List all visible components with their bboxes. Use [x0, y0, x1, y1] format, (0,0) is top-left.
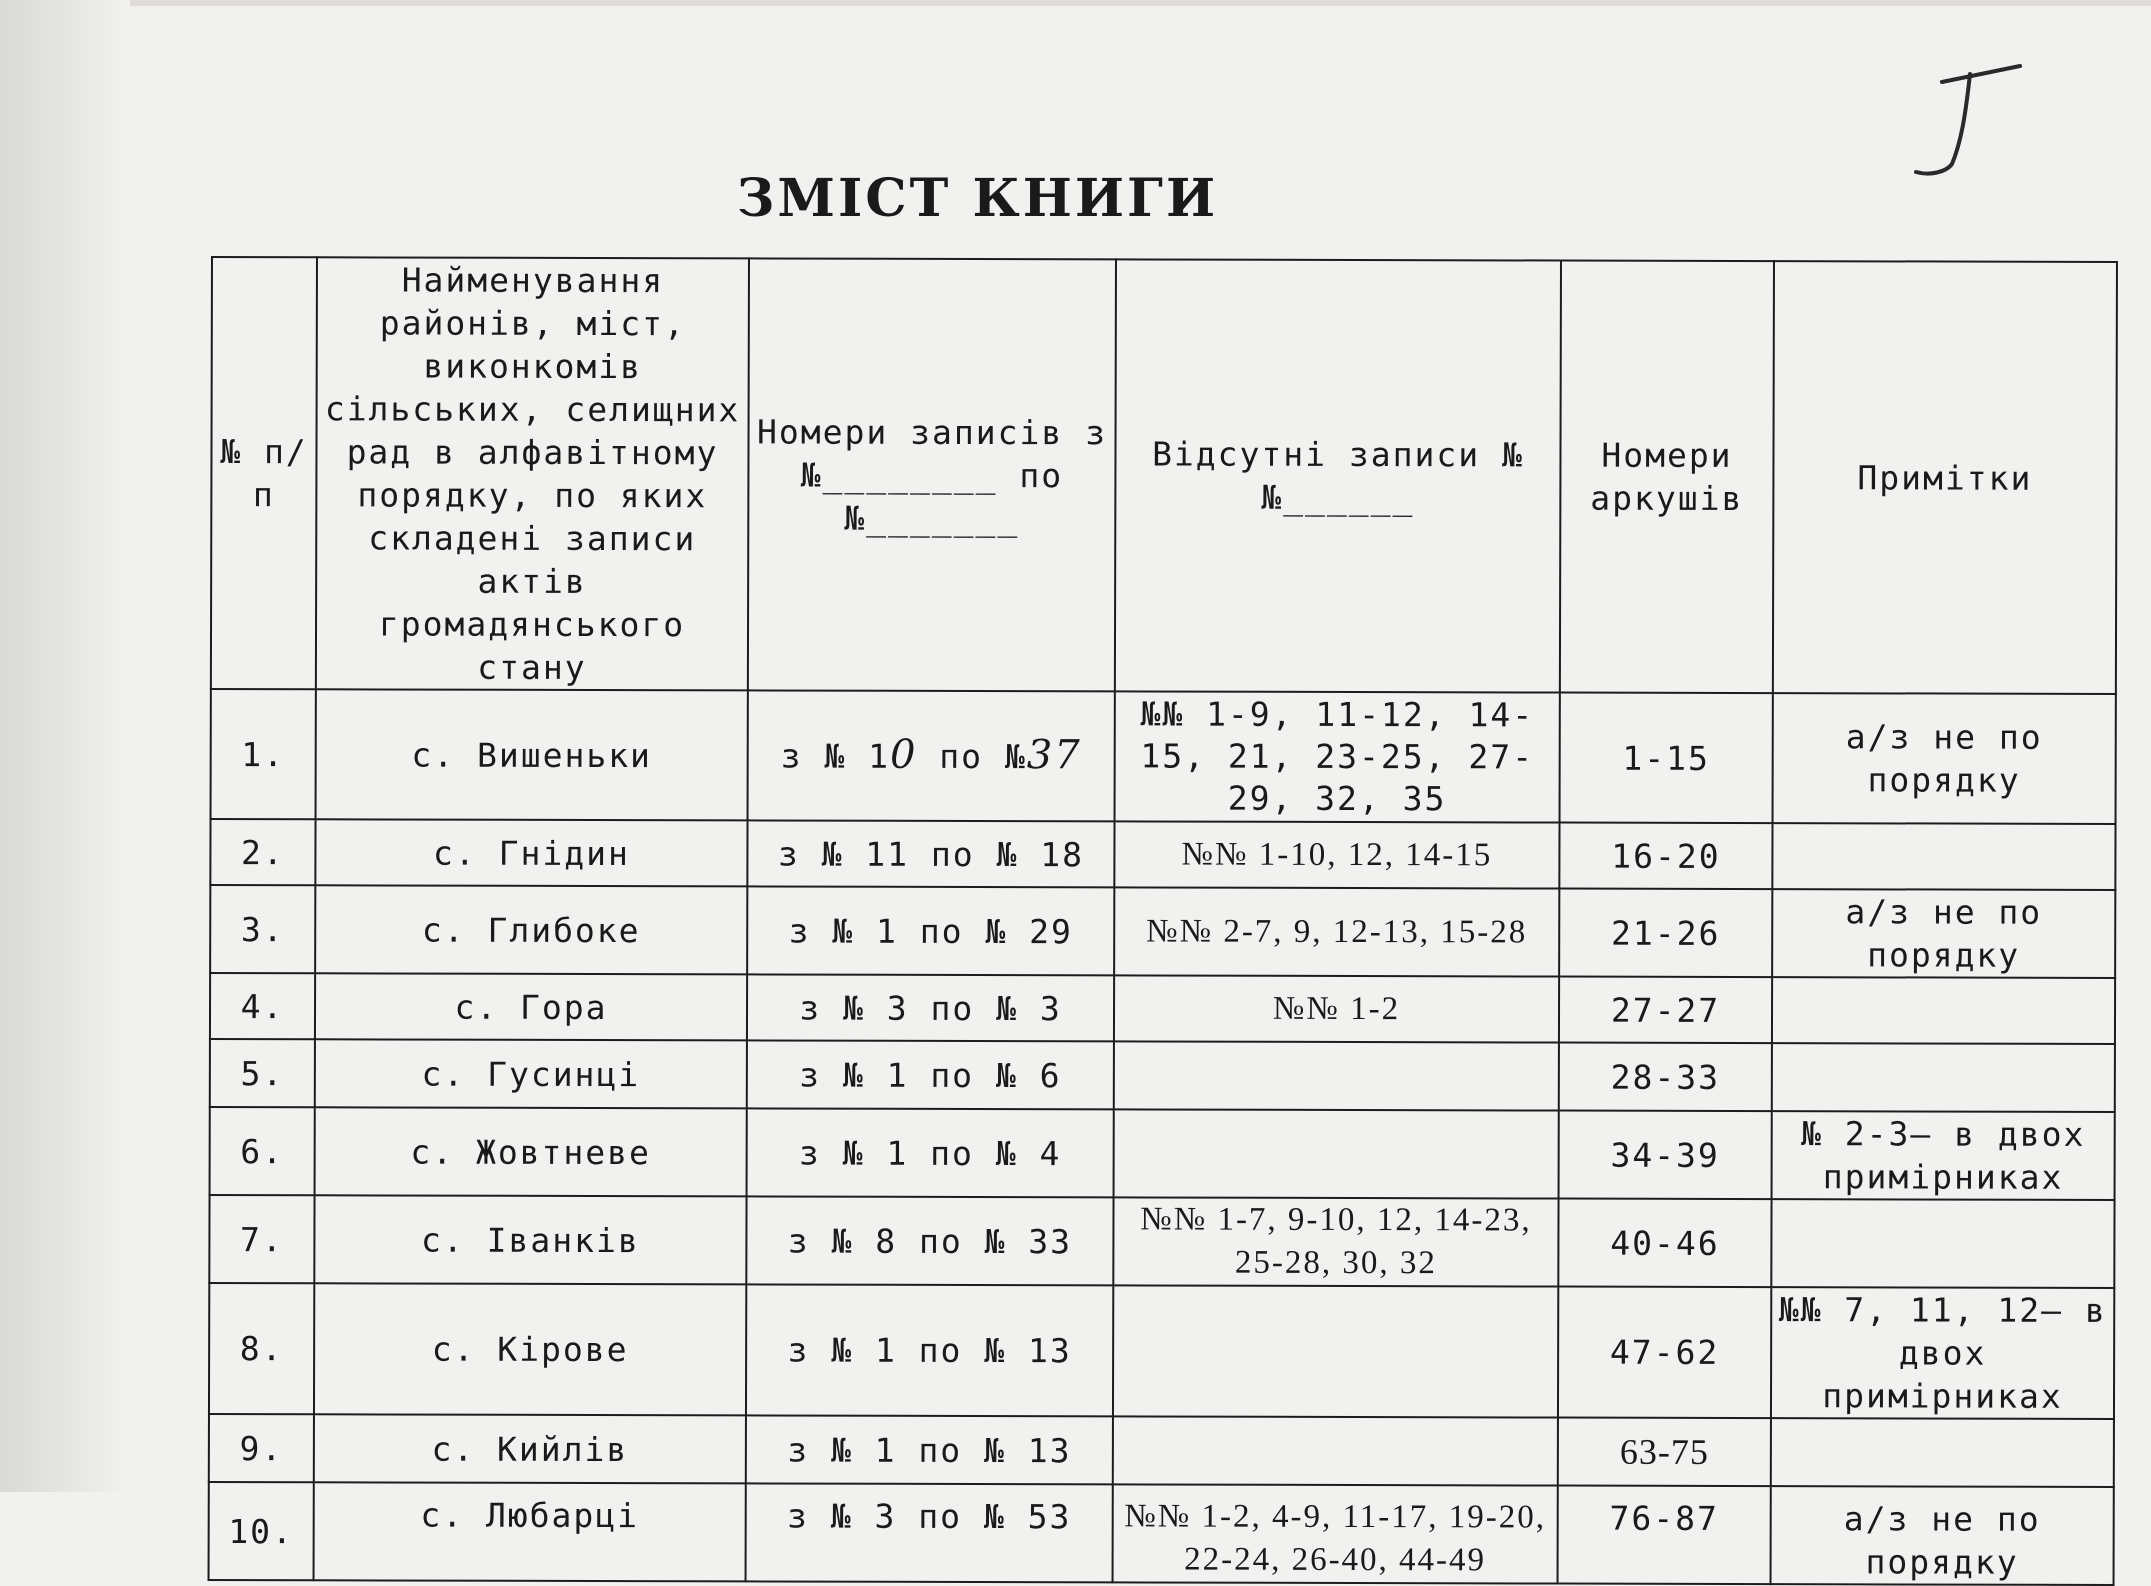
- record-range: з № 3 по № 3: [747, 974, 1114, 1041]
- settlement-name: с. Любарці: [314, 1482, 746, 1581]
- missing-records: [1114, 1041, 1559, 1110]
- row-notes: № 2-3– в двох примірниках: [1772, 1111, 2115, 1200]
- sheet-numbers: 40-46: [1558, 1199, 1771, 1288]
- record-range: з № 1 по № 6: [747, 1040, 1114, 1109]
- sheet-numbers: 27-27: [1559, 977, 1772, 1044]
- table-row: [210, 1039, 2115, 1112]
- row-notes: №№ 7, 11, 12– в двох примірниках: [1771, 1287, 2114, 1419]
- row-number: 8.: [209, 1283, 314, 1414]
- settlement-name: с. Іванків: [314, 1195, 746, 1284]
- missing-records: [1113, 1285, 1558, 1417]
- table-row: [210, 973, 2115, 1044]
- record-range: [748, 690, 1115, 821]
- handwritten-record-to: 37: [1026, 732, 1082, 779]
- row-notes: а/з не по порядку: [1773, 693, 2116, 824]
- record-range: з № 1 по № 13: [746, 1284, 1113, 1416]
- table-row: [209, 1283, 2114, 1419]
- handwritten-record-from: 0: [889, 731, 918, 778]
- record-range: з № 8 по № 33: [746, 1196, 1113, 1285]
- missing-records: №№ 1-9, 11-12, 14-15, 21, 23-25, 27-29, 32, 35: [1115, 691, 1560, 822]
- table-header-row: [211, 257, 2117, 694]
- document-title: ЗМІСТ КНИГИ: [736, 168, 1219, 229]
- missing-records: [1113, 1416, 1558, 1485]
- settlement-name: с. Глибоке: [315, 885, 747, 974]
- settlement-name: с. Гора: [315, 973, 747, 1040]
- table-row: [210, 885, 2115, 978]
- row-notes: [1772, 1043, 2115, 1112]
- missing-records: №№ 1-2, 4-9, 11-17, 19-20, 22-24, 26-40, 44-49: [1113, 1484, 1558, 1583]
- sheet-numbers: 28-33: [1559, 1043, 1772, 1112]
- row-notes: [1772, 823, 2115, 890]
- table-row: [210, 819, 2115, 890]
- row-notes: [1771, 1418, 2114, 1487]
- record-range-prefix: з № 1: [780, 736, 891, 776]
- column-header-notes: Примітки: [1773, 261, 2117, 694]
- row-number: 2.: [210, 819, 315, 885]
- missing-records: №№ 1-10, 12, 14-15: [1114, 821, 1559, 888]
- settlement-name: с. Гнідин: [315, 819, 747, 886]
- table-row: [209, 1414, 2114, 1487]
- row-number: 3.: [210, 885, 315, 973]
- settlement-name: с. Кийлів: [314, 1414, 746, 1483]
- table-row: [209, 1195, 2114, 1288]
- row-number: 5.: [210, 1039, 315, 1107]
- row-number: 1.: [211, 689, 316, 819]
- record-range: з № 3 по № 53: [746, 1483, 1113, 1582]
- column-header-num: № п/п: [211, 257, 317, 689]
- row-notes: [1771, 1199, 2114, 1288]
- sheet-numbers: 16-20: [1559, 823, 1772, 890]
- settlement-name: с. Вишеньки: [316, 689, 748, 820]
- row-number: 10.: [209, 1482, 314, 1580]
- table-row: [211, 689, 2116, 824]
- missing-records: [1114, 1109, 1559, 1198]
- table-row: [210, 1107, 2115, 1200]
- row-notes: а/з не по порядку: [1771, 1486, 2114, 1585]
- sheet-numbers: 21-26: [1559, 889, 1772, 978]
- column-header-name: Найменування районів, міст, виконкомів сільських, селищних рад в алфавітному порядку, по яких складені записи актів громадянського стану: [316, 257, 749, 690]
- settlement-name: с. Кірове: [314, 1283, 746, 1415]
- sheet-numbers: 76-87: [1558, 1486, 1771, 1585]
- contents-table: [208, 256, 2118, 1586]
- settlement-name: с. Жовтневе: [315, 1107, 747, 1196]
- row-number: 4.: [210, 973, 315, 1039]
- sheet-numbers: 34-39: [1559, 1111, 1772, 1200]
- record-range: з № 1 по № 13: [746, 1415, 1113, 1484]
- row-notes: а/з не по порядку: [1772, 889, 2115, 978]
- column-header-sheets: Номери аркушів: [1560, 261, 1774, 694]
- table-row: [209, 1482, 2114, 1585]
- row-number: 9.: [209, 1414, 314, 1482]
- row-notes: [1772, 977, 2115, 1044]
- record-range: з № 1 по № 4: [747, 1108, 1114, 1197]
- sheet-numbers: 63-75: [1558, 1418, 1771, 1487]
- column-header-missing: Відсутні записи №№______: [1115, 259, 1561, 692]
- settlement-name: с. Гусинці: [315, 1039, 747, 1108]
- row-number: 6.: [210, 1107, 315, 1195]
- missing-records: №№ 2-7, 9, 12-13, 15-28: [1114, 887, 1559, 976]
- missing-records: №№ 1-7, 9-10, 12, 14-23, 25-28, 30, 32: [1113, 1197, 1558, 1286]
- column-header-records: Номери записів з №________ по №_______: [748, 258, 1116, 691]
- page-top-edge: [130, 0, 2151, 6]
- row-number: 7.: [209, 1195, 314, 1283]
- record-range-mid: по №: [917, 736, 1027, 777]
- sheet-numbers: 47-62: [1558, 1287, 1771, 1419]
- record-range: з № 1 по № 29: [747, 886, 1114, 975]
- sheet-numbers: 1-15: [1560, 693, 1773, 824]
- record-range: з № 11 по № 18: [747, 820, 1114, 887]
- missing-records: №№ 1-2: [1114, 975, 1559, 1042]
